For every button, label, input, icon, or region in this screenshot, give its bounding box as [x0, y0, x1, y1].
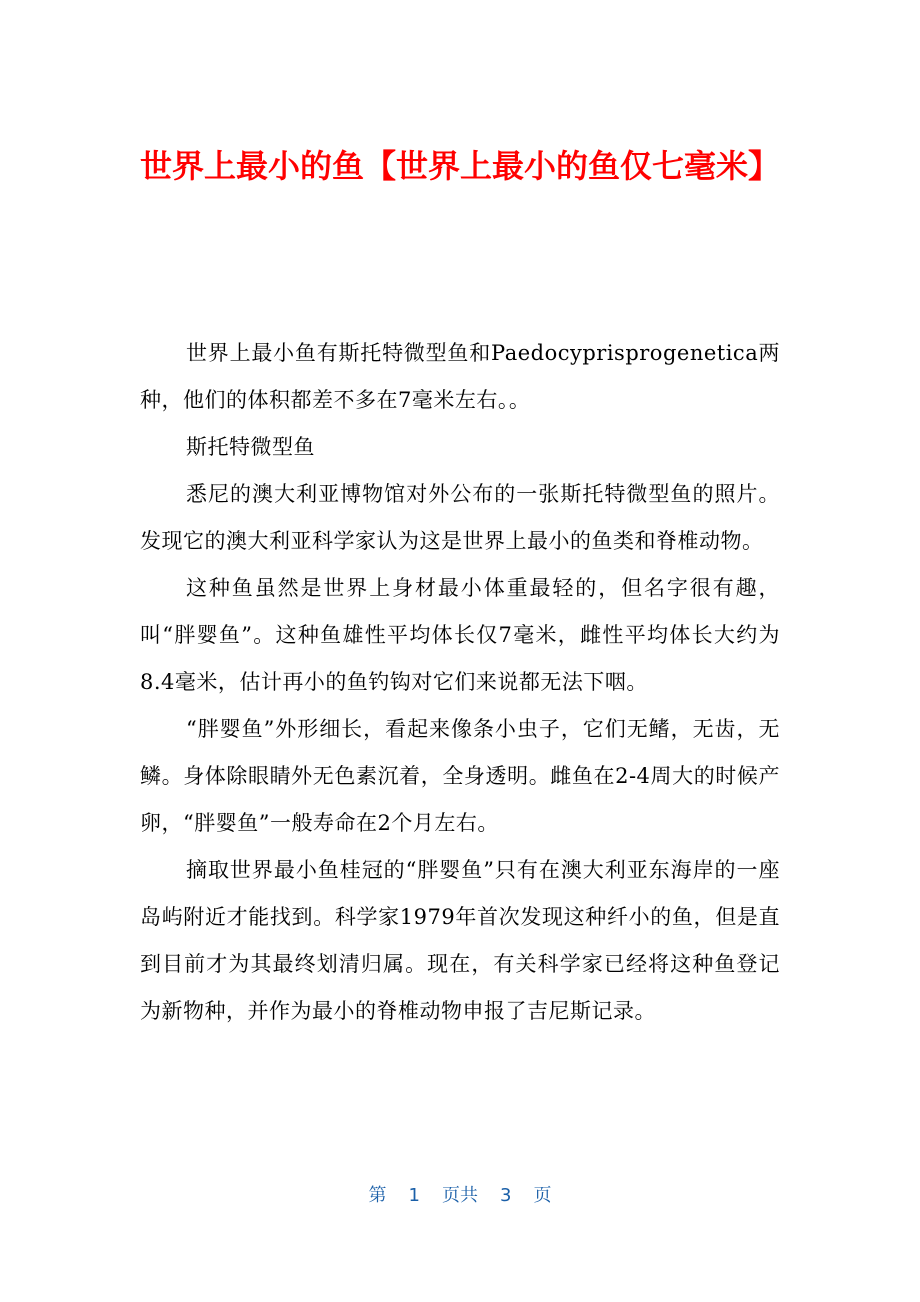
footer-page-total: 3: [500, 1185, 512, 1206]
paragraph-appearance: “胖婴鱼”外形细长，看起来像条小虫子，它们无鳍，无齿，无鳞。身体除眼睛外无色素沉着，全身透明。雌鱼在2-4周大的时候产卵，“胖婴鱼”一般寿命在2个月左右。: [140, 717, 780, 835]
paragraph-sydney-museum: 悉尼的澳大利亚博物馆对外公布的一张斯托特微型鱼的照片。发现它的澳大利亚科学家认为这是世界上最小的鱼类和脊椎动物。: [140, 482, 780, 553]
footer-page-middle: 页共: [442, 1185, 478, 1206]
paragraph-subheading: 斯托特微型鱼: [186, 435, 315, 459]
paragraph-name: 这种鱼虽然是世界上身材最小体重最轻的，但名字很有趣，叫“胖婴鱼”。这种鱼雄性平均体长仅7毫米，雌性平均体长大约为8.4毫米，估计再小的鱼钓钩对它们来说都无法下咽。: [140, 576, 780, 694]
document-body: [140, 330, 780, 1035]
page-footer: [0, 1184, 920, 1208]
paragraph-discovery: 摘取世界最小鱼桂冠的“胖婴鱼”只有在澳大利亚东海岸的一座岛屿附近才能找到。科学家1979年首次发现这种纤小的鱼，但是直到目前才为其最终划清归属。现在，有关科学家已经将这种鱼登记为新物种，并作为最小的脊椎动物申报了吉尼斯记录。: [140, 858, 780, 1023]
footer-page-suffix: 页: [533, 1185, 552, 1206]
footer-page-prefix: 第: [368, 1185, 387, 1206]
document-title: 世界上最小的鱼【世界上最小的鱼仅七毫米】: [139, 147, 780, 185]
footer-page-number: 1: [408, 1185, 420, 1206]
paragraph-intro: 世界上最小鱼有斯托特微型鱼和Paedocyprisprogenetica两种，他们的体积都差不多在7毫米左右。。: [140, 341, 780, 412]
